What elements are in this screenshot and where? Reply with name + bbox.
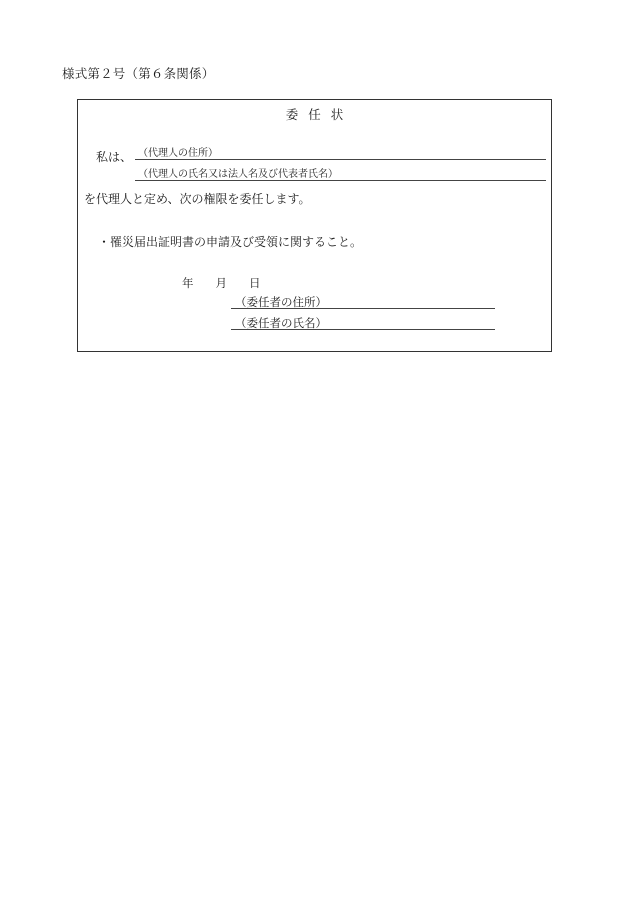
agent-address-label: （代理人の住所） (138, 148, 218, 159)
principal-address-label: （委任者の住所） (235, 295, 327, 309)
date-day-label: 日 (249, 276, 261, 290)
agent-name-field[interactable] (135, 168, 546, 181)
agent-name-label: （代理人の氏名又は法人名及び代表者氏名） (138, 169, 338, 180)
date-month-label: 月 (215, 276, 227, 290)
document-title: 委任状 (285, 107, 354, 122)
power-of-attorney-form (77, 99, 552, 352)
date-year-label: 年 (182, 276, 194, 290)
delegation-statement: を代理人と定め、次の権限を委任します。 (84, 192, 311, 206)
agent-address-field[interactable] (135, 147, 546, 160)
authority-item: ・罹災届出証明書の申請及び受領に関すること。 (98, 235, 363, 249)
date-line (182, 275, 261, 291)
form-number: 様式第２号（第６条関係） (62, 66, 215, 81)
principal-name-field[interactable] (231, 316, 495, 330)
agent-prefix: 私は、 (96, 150, 133, 164)
principal-name-label: （委任者の氏名） (235, 316, 327, 330)
principal-address-field[interactable] (231, 295, 495, 309)
